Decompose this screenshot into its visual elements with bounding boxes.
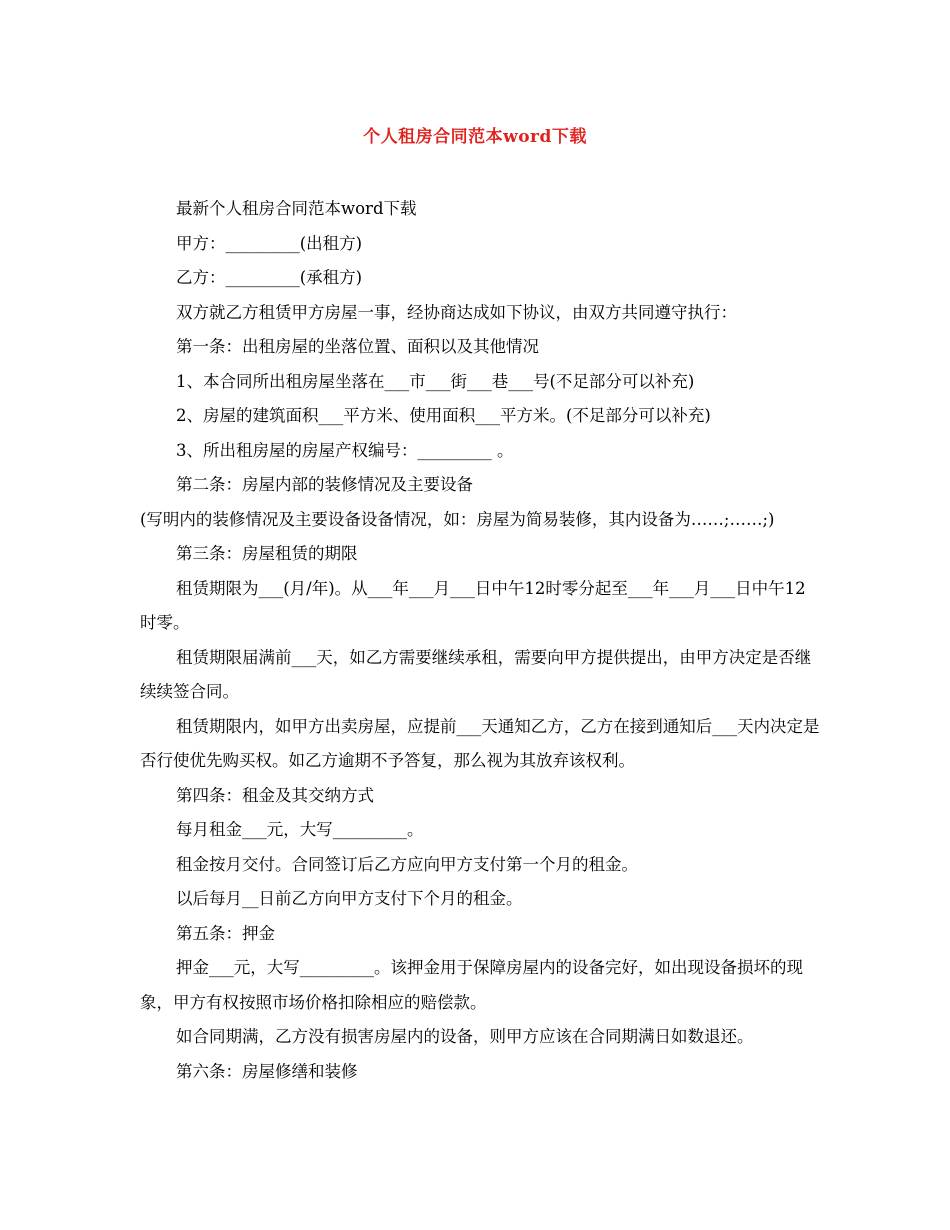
section-heading: 第三条：房屋租赁的期限: [176, 544, 358, 563]
paragraph: 最新个人租房合同范本word下载: [176, 199, 417, 218]
paragraph: 以后每月__日前乙方向甲方支付下个月的租金。: [176, 889, 523, 908]
section-heading: 第二条：房屋内部的装修情况及主要设备: [176, 475, 473, 494]
paragraph: 租赁期限届满前___天，如乙方需要继续承租，需要向甲方提供提出，由甲方决定是否继续续签合同。: [140, 647, 812, 701]
paragraph: 租金按月交付。合同签订后乙方应向甲方支付第一个月的租金。: [176, 854, 638, 874]
document-title: 个人租房合同范本word下载: [363, 127, 587, 147]
paragraph: 1、本合同所出租房屋坐落在___市___街___巷___号(不足部分可以补充): [176, 371, 695, 391]
section-heading: 第四条：租金及其交纳方式: [176, 785, 374, 805]
paragraph: 双方就乙方租赁甲方房屋一事，经协商达成如下协议，由双方共同遵守执行：: [176, 302, 737, 322]
paragraph: 甲方：_________(出租方): [176, 233, 363, 253]
document-body: [140, 192, 820, 1089]
section-heading: 第六条：房屋修缮和装修: [176, 1061, 358, 1081]
paragraph: 乙方：_________(承租方): [176, 268, 363, 287]
paragraph: 租赁期限为___(月/年)。从___年___月___日中午12时零分起至___年___月___日中午12时零。: [140, 578, 806, 632]
paragraph: 押金___元，大写_________。该押金用于保障房屋内的设备完好，如出现设备损坏的现象，甲方有权按照市场价格扣除相应的赔偿款。: [140, 958, 803, 1012]
paragraph: 2、房屋的建筑面积___平方米、使用面积___平方米。(不足部分可以补充): [176, 406, 711, 425]
paragraph: 如合同期满，乙方没有损害房屋内的设备，则甲方应该在合同期满日如数退还。: [176, 1027, 754, 1046]
paragraph: (写明内的装修情况及主要设备设备情况，如：房屋为简易装修，其内设备为……;……;): [140, 509, 775, 529]
section-heading: 第五条：押金: [176, 923, 275, 943]
paragraph: 3、所出租房屋的房屋产权编号：_________ 。: [176, 440, 514, 460]
paragraph: 租赁期限内，如甲方出卖房屋，应提前___天通知乙方，乙方在接到通知后___天内决定是否行使优先购买权。如乙方逾期不予答复，那么视为其放弃该权利。: [140, 716, 820, 770]
section-heading: 第一条：出租房屋的坐落位置、面积以及其他情况: [176, 337, 539, 356]
paragraph: 每月租金___元，大写_________。: [176, 820, 424, 839]
